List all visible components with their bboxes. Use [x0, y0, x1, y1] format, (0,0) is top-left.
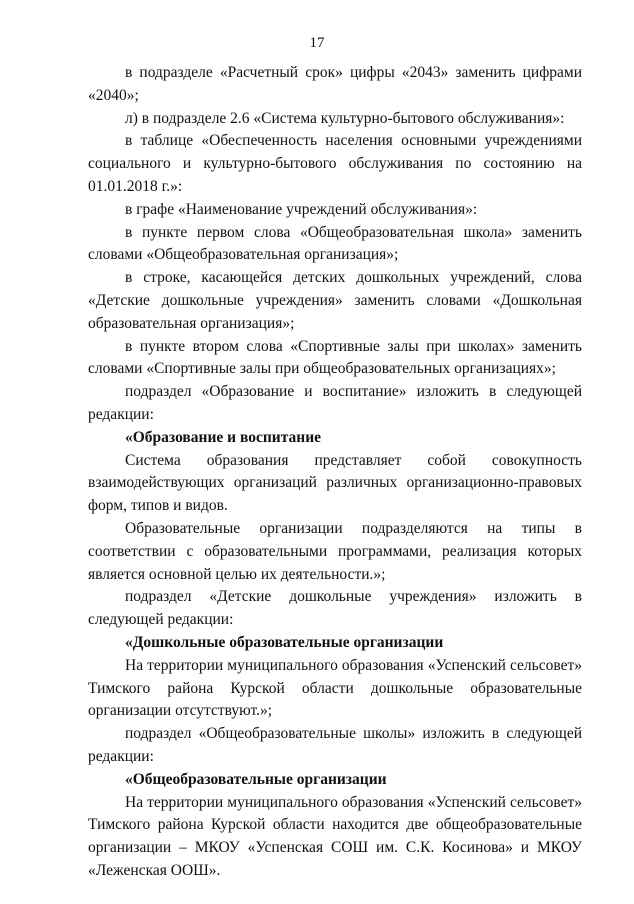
paragraph: подраздел «Образование и воспитание» изложить в следующей редакции: — [88, 383, 582, 423]
paragraph: На территории муниципального образования «Успенский сельсовет» Тимского района Курской области дошкольные образовательные организации отсутствуют.»; — [88, 656, 582, 720]
paragraph: Система образования представляет собой совокупность взаимодействующих организаций различных организационно-правовых форм, типов и видов. — [88, 451, 582, 515]
section-heading: «Образование и воспитание — [125, 428, 322, 446]
paragraph: подраздел «Общеобразовательные школы» изложить в следующей редакции: — [88, 725, 582, 765]
section-heading: «Дошкольные образовательные организации — [125, 633, 444, 651]
paragraph: в таблице «Обеспеченность населения основными учреждениями социального и культурно-бытового обслуживания по состоянию на 01.01.2018 г.»: — [88, 132, 582, 195]
paragraph: в пункте втором слова «Спортивные залы при школах» заменить словами «Спортивные залы при общеобразовательных организациях»; — [88, 337, 582, 378]
paragraph: Образовательные организации подразделяются на типы в соответствии с образовательными программами, реализация которых является основной целью их деятельности.»; — [88, 519, 582, 583]
paragraph: в строке, касающейся детских дошкольных учреждений, слова «Детские дошкольные учреждения» заменить словами «Дошкольная образовательная организация»; — [88, 269, 582, 332]
paragraph: л) в подразделе 2.6 «Система культурно-бытового обслуживания»: — [125, 109, 565, 127]
paragraph: подраздел «Детские дошкольные учреждения» изложить в следующей редакции: — [88, 588, 582, 629]
paragraph: в графе «Наименование учреждений обслуживания»: — [125, 200, 478, 218]
paragraph: в подразделе «Расчетный срок» цифры «2043» заменить цифрами «2040»; — [88, 64, 582, 104]
paragraph: На территории муниципального образования «Успенский сельсовет» Тимского района Курской области находится две общеобразовательные организации – МКОУ «Успенская СОШ им. С.К. Косинова» и МКОУ «Леженская ООШ». — [88, 793, 582, 879]
paragraph: в пункте первом слова «Общеобразовательная школа» заменить словами «Общеобразовательная организация»; — [88, 223, 582, 264]
document-body — [88, 62, 582, 883]
section-heading: «Общеобразовательные организации — [125, 770, 387, 788]
page-number: 17 — [309, 35, 325, 51]
